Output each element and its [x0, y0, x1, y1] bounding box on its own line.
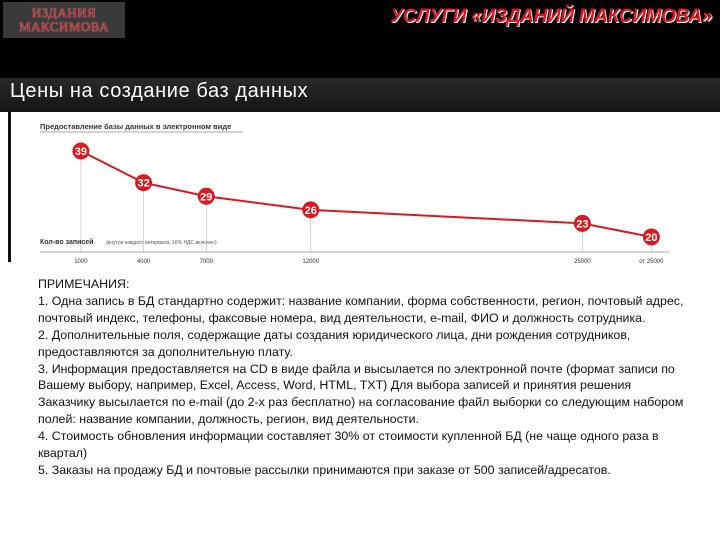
- x-tick-label: 1000: [74, 259, 88, 265]
- publisher-logo: [3, 2, 125, 38]
- data-label: 26: [304, 204, 317, 217]
- x-tick-label: от 25000: [639, 259, 664, 265]
- x-tick-label: 4000: [136, 259, 151, 265]
- note-item-1: 1. Одна запись в БД стандартно содержит: название компании, форма собственности, регион, почтовый адрес, почтовый индекс, телефоны, факсовые номера, вид деятельности, e-mail, ФИО и должность сотрудника.: [38, 293, 684, 325]
- price-chart: [38, 118, 678, 270]
- note-item-3: 3. Информация предоставляется на CD в виде файла и высылается по электронной почте (формат записи по Вашему выбору, например, Excel, Access, Word, HTML, TXT) Для выбора записей и принятия решения Заказчику высылается по e-mail (до 2-х раз бесплатно) на согласование файл выборки со следующим набором полей: название компании, должность, регион, вид деятельности.: [38, 361, 684, 427]
- x-axis-label-note: (внутри каждого интервала, 16% НДС включен): [106, 240, 217, 246]
- price-chart-svg: [38, 118, 678, 270]
- data-label: 20: [645, 231, 658, 244]
- price-series-line: [81, 151, 651, 237]
- data-label: 23: [576, 218, 589, 231]
- notes-heading: ПРИМЕЧАНИЯ:: [38, 277, 130, 291]
- note-item-4: 4. Стоимость обновления информации составляет 30% от стоимости купленной БД (не чаще одного раза в квартал): [38, 429, 659, 461]
- chart-title: Предоставление базы данных в электронном виде: [40, 122, 232, 131]
- note-item-2: 2. Дополнительные поля, содержащие даты создания юридического лица, дни рождения сотрудников, предоставляются за дополнительную плату.: [38, 327, 631, 359]
- data-label: 29: [200, 191, 213, 204]
- services-title: УСЛУГИ «ИЗДАНИЙ МАКСИМОВА»: [390, 6, 712, 27]
- chart-marks: [72, 143, 664, 265]
- data-label: 32: [137, 177, 150, 190]
- header-bar: [0, 0, 720, 112]
- x-tick-label: 12000: [302, 259, 320, 265]
- page-title: Цены на создание баз данных: [10, 80, 309, 102]
- x-tick-label: 7000: [199, 259, 213, 265]
- logo-line-2: МАКСИМОВА: [18, 19, 110, 34]
- data-label: 39: [74, 146, 88, 159]
- notes-section: [38, 276, 688, 479]
- chart-gridlines: [81, 159, 651, 252]
- note-item-5: 5. Заказы на продажу БД и почтовые рассылки принимаются при заказе от 500 записей/адресатов.: [38, 462, 611, 477]
- x-axis-label: Кол-во записей: [40, 239, 94, 246]
- left-accent-bar: [8, 112, 11, 262]
- logo-line-1: ИЗДАНИЯ: [31, 5, 97, 20]
- x-tick-label: 25000: [574, 259, 591, 265]
